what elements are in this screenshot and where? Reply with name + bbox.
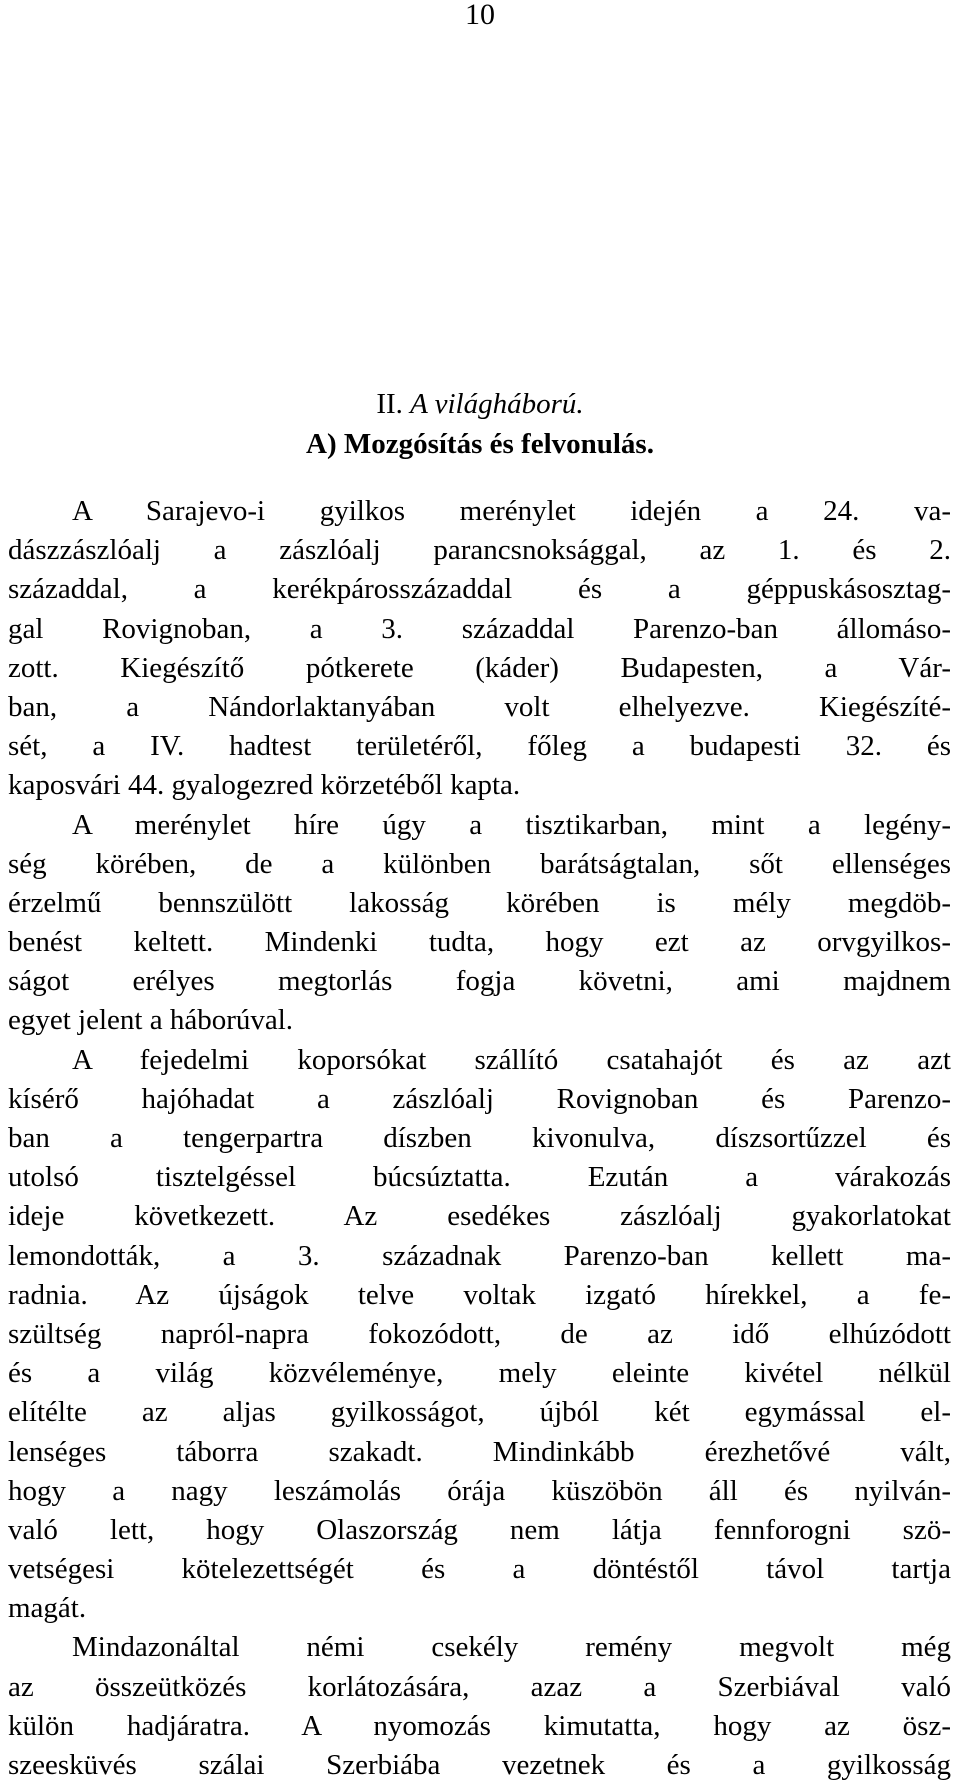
text-line: elítélte az aljas gyilkosságot, újból két egymással el- (8, 1396, 951, 1429)
text-line: az összeütközés korlátozására, azaz a Szerbiával való (8, 1670, 951, 1703)
text-line: ságot erélyes megtorlás fogja követni, ami majdnem (8, 965, 951, 998)
text-line: magát. (8, 1592, 87, 1625)
text-line: dászzászlóalj a zászlóalj parancsnoksággal, az 1. és 2. (8, 534, 951, 567)
text-line: sét, a IV. hadtest területéről, főleg a budapesti 32. és (8, 730, 951, 763)
text-line: kísérő hajóhadat a zászlóalj Rovignoban és Parenzo- (8, 1082, 951, 1115)
text-line: A Sarajevo-i gyilkos merénylet idején a 24. va- (72, 495, 951, 527)
text-line: A fejedelmi koporsókat szállító csatahajót és az azt (72, 1043, 951, 1076)
text-line: lenséges táborra szakadt. Mindinkább érezhetővé vált, (8, 1435, 951, 1468)
text-line: A merénylet híre úgy a tisztikarban, mint a legény- (72, 808, 951, 841)
text-line: egyet jelent a háborúval. (8, 1004, 294, 1037)
text-line: szültség napról-napra fokozódott, de az idő elhúzódott (8, 1317, 951, 1350)
text-line: ban a tengerpartra díszben kivonulva, díszsortűzzel és (8, 1122, 951, 1154)
text-line: kaposvári 44. gyalogezred körzetéből kapta. (8, 769, 521, 802)
chapter-number: II. (376, 388, 403, 420)
text-line: ség körében, de a különben barátságtalan, sőt ellenséges (8, 847, 951, 880)
section-title: A) Mozgósítás és felvonulás. (306, 428, 654, 460)
text-line: érzelmű bennszülött lakosság körében is mély megdöb- (8, 886, 951, 919)
text-line: századdal, a kerékpárosszázaddal és a géppuskásosztag- (8, 573, 951, 606)
text-line: vetségesi kötelezettségét és a döntéstől távol tartja (8, 1553, 951, 1586)
text-line: Mindazonáltal némi csekély remény megvolt még (72, 1631, 951, 1664)
text-line: való lett, hogy Olaszország nem látja fennforogni szö- (8, 1513, 951, 1546)
text-line: ideje következett. Az esedékes zászlóalj gyakorlatokat (8, 1200, 951, 1233)
text-line: lemondották, a 3. századnak Parenzo-ban kellett ma- (8, 1239, 951, 1272)
text-line: utolsó tisztelgéssel búcsúztatta. Ezután a várakozás (8, 1161, 951, 1194)
text-line: és a világ közvéleménye, mely eleinte kivétel nélkül (8, 1357, 951, 1390)
text-line: ban, a Nándorlaktanyában volt elhelyezve. Kiegészíté- (8, 690, 951, 723)
chapter-title: A világháború. (410, 388, 584, 420)
text-line: zott. Kiegészítő pótkerete (káder) Budapesten, a Vár- (8, 651, 951, 684)
text-line: külön hadjáratra. A nyomozás kimutatta, hogy az ösz- (8, 1709, 951, 1742)
body-text (8, 492, 951, 1785)
text-line: radnia. Az újságok telve voltak izgató hírekkel, a fe- (8, 1278, 951, 1311)
text-line: szeesküvés szálai Szerbiába vezetnek és a gyilkosság (8, 1749, 951, 1781)
text-line: hogy a nagy leszámolás órája küszöbön áll és nyilván- (8, 1474, 951, 1507)
text-line: benést keltett. Mindenki tudta, hogy ezt az orvgyilkos- (8, 926, 951, 959)
text-line: gal Rovignoban, a 3. századdal Parenzo-ban állomáso- (8, 612, 951, 645)
chapter-heading (0, 386, 960, 422)
page-number: 10 (465, 0, 495, 31)
